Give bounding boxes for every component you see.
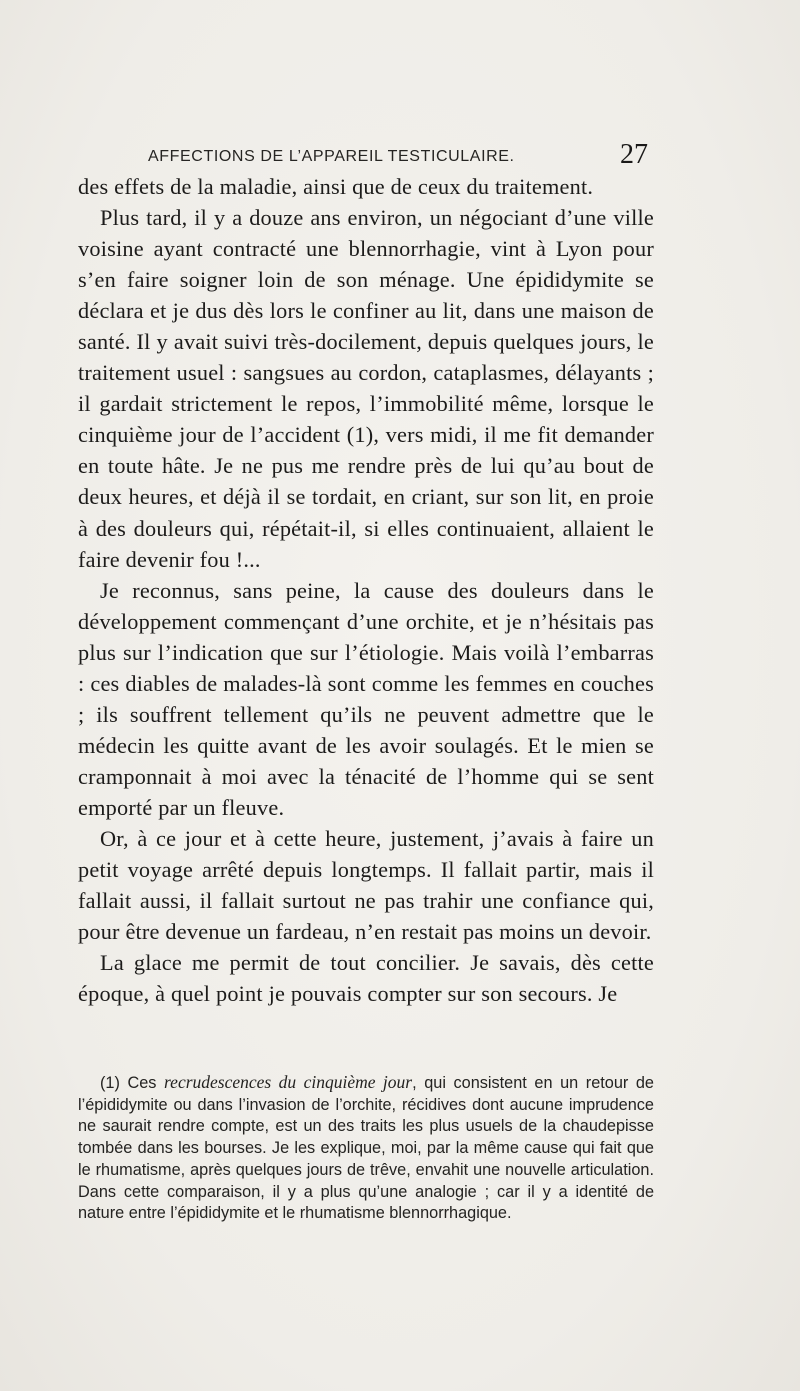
paragraph-continuation: des effets de la maladie, ainsi que de ceux du traitement. [78,174,594,199]
paragraph-journey: Or, à ce jour et à cette heure, justement, j’avais à faire un petit voyage arrêté depuis longtemps. Il fallait partir, mais il fallait aussi, il fallait surtout ne pas trahir une confiance qui, pour être devenue un fardeau, n’en restait pas moins un devoir. [78,825,654,945]
paragraph-ice: La glace me permit de tout concilier. Je savais, dès cette époque, à quel point je pouvais compter sur son secours. Je [78,950,654,1007]
page-number: 27 [620,139,648,170]
footnote-text: , qui consistent en un retour de l’épididymite ou dans l’invasion de l’orchite, récidives dont aucune imprudence ne saurait rendre compte, est un des traits les plus usuels de la chaudepisse tombée dans les bourses. Je les explique, moi, par la même cause qui fait que le rhumatisme, après quelques jours de trêve, envahit une nouvelle articulation. Dans cette comparaison, il y a plus qu’une analogie ; car il y a identité de nature entre l’épididymite et le rhumatisme blennorrhagique. [78,1074,654,1223]
body-text [78,171,654,1009]
footnote-italic-term: recrudescences du cinquième jour [164,1072,413,1092]
paragraph-diagnosis: Je reconnus, sans peine, la cause des douleurs dans le développement commençant d’une orchite, et je n’hésitais pas plus sur l’indication que sur l’étiologie. Mais voilà l’embarras : ces diables de malades-là sont comme les femmes en couches ; ils souffrent tellement qu’ils ne peuvent admettre que le médecin les quitte avant de les avoir soulagés. Et le mien se cramponnait à moi avec la ténacité de l’homme qui se sent emporté par un fleuve. [78,577,654,820]
footnote-paragraph [78,1072,654,1225]
running-title: AFFECTIONS DE L’APPAREIL TESTICULAIRE. [148,148,515,165]
paragraph-case-history: Plus tard, il y a douze ans environ, un négociant d’une ville voisine ayant contracté une blennorrhagie, vint à Lyon pour s’en faire soigner loin de son ménage. Une épididymite se déclara et je dus dès lors le confiner au lit, dans une maison de santé. Il y avait suivi très-docilement, depuis quelques jours, le traitement usuel : sangsues au cordon, cataplasmes, délayants ; il gardait strictement le repos, l’immobilité même, lorsque le cinquième jour de l’accident (1), vers midi, il me fit demander en toute hâte. Je ne pus me rendre près de lui qu’au bout de deux heures, et déjà il se tordait, en criant, sur son lit, en proie à des douleurs qui, répétait-il, si elles continuaient, allaient le faire devenir fou !... [78,205,654,572]
footnote [78,1072,654,1225]
footnote-marker: (1) Ces [100,1074,165,1092]
